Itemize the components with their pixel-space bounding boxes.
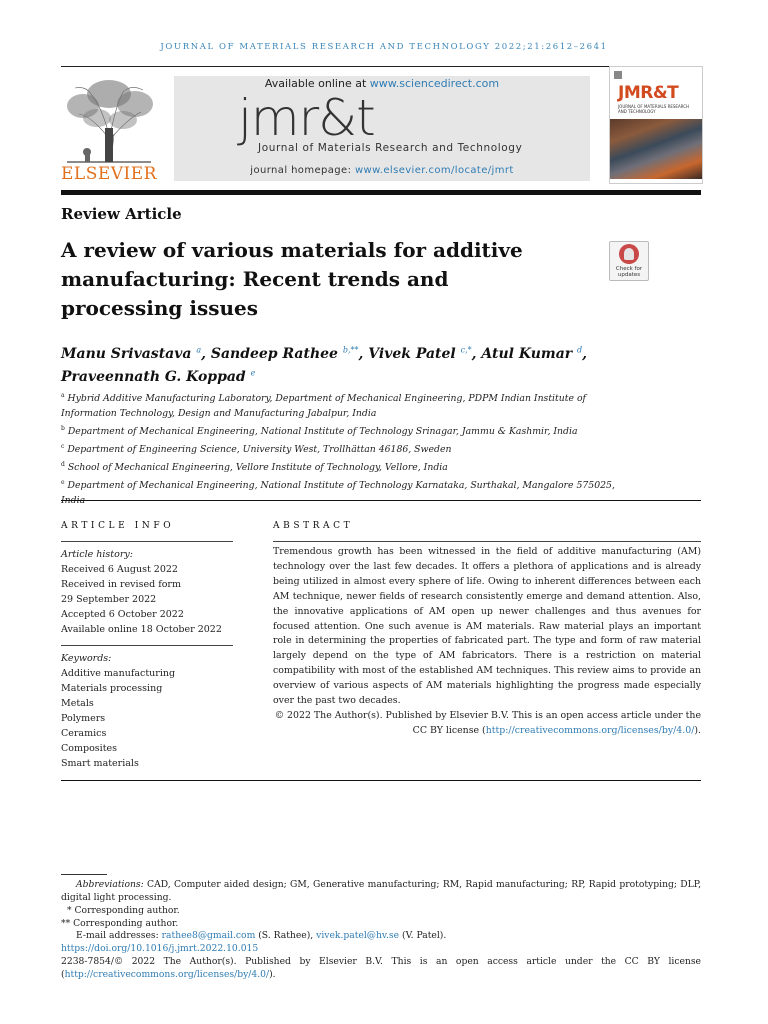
keyword[interactable]: Materials processing [61,683,163,694]
author-affiliation-link[interactable]: d [577,345,583,354]
author-affiliation-link[interactable]: b,** [342,345,359,354]
journal-name: Journal of Materials Research and Technology [258,142,523,154]
article-type: Review Article [61,205,182,223]
journal-homepage [174,165,590,176]
affiliation: $^d$ School of Mechanical Engineering, Vellore Institute of Technology, Vellore, India [61,461,448,474]
affiliation: $^e$ Department of Mechanical Engineering, National Institute of Technology Karnataka, Surthakal, Mangalore 575025, India [61,479,615,507]
keywords-rule [61,645,233,646]
corresponding-author-note: ** Corresponding author. [61,918,179,929]
abstract-heading: ABSTRACT [273,521,354,531]
author-affiliation-link[interactable]: e [250,368,256,378]
cover-title: JMR&T [618,83,679,103]
email-addresses: E-mail addresses: rathee8@gmail.com (S. Rathee), vivek.patel@hv.se (V. Patel). [76,930,447,941]
available-online [174,77,590,90]
author-affiliation-link[interactable]: a [196,345,202,354]
cover-image [610,119,702,179]
history-item: Accepted 6 October 2022 [61,609,184,620]
footnote-rule [61,874,107,875]
elsevier-wordmark: ELSEVIER [61,164,157,184]
journal-cover[interactable] [609,66,703,184]
keyword[interactable]: Smart materials [61,758,139,769]
doi [61,943,701,956]
author: Manu Srivastava $^a$, [61,345,211,362]
check-updates-label: Check for updates [615,266,643,278]
abstract-text: Tremendous growth has been witnessed in the field of additive manufacturing (AM) technology over the last few decades. It offers a plethora of applications and is already being utilized in almost every sphere of life. Owing to inherent differences between each AM technique, newer fields of research consistently emerge and demand attention. Also, the innovative applications of AM open up newer challenges and thus avenues for focused attention. One such avenue is AM materials. Raw material plays an important role in determining the properties of fabricated part. The type and form of raw material largely depend on the type of AM fabricators. There is a restriction on material compatibility with most of the established AM techniques. This review aims to provide an overview of various aspects of AM materials highlighting the progress made especially over the past two decades. [273,546,701,707]
author: Atul Kumar $^d$, [481,345,588,362]
article-info-rule [61,541,233,542]
history-item: Received 6 August 2022 [61,564,178,575]
affiliations [61,388,621,508]
header-thick-rule [61,190,701,195]
journal-logo: jmr&t [238,89,375,147]
section-end-rule [61,780,701,781]
history-item: Received in revised form [61,579,181,590]
doi-link[interactable]: https://doi.org/10.1016/j.jmrt.2022.10.015 [61,943,259,954]
check-for-updates-button[interactable] [609,241,649,281]
article-title: A review of various materials for additive manufacturing: Recent trends and processing issues [61,238,523,320]
license-link[interactable]: http://creativecommons.org/licenses/by/4.0/ [485,724,695,736]
available-online-label: Available online at [264,77,370,90]
abbreviations-footnote: Abbreviations: CAD, Computer aided design; GM, Generative manufacturing; RM, Rapid manufacturing; RP, Rapid prototyping; DLP, digital light processing. [61,879,701,903]
cover-subtitle: JOURNAL OF MATERIALS RESEARCH AND TECHNOLOGY [618,104,690,114]
keyword[interactable]: Polymers [61,713,106,724]
author: Vivek Patel $^{c,*}$, [368,345,482,362]
issn-license: 2238-7854/© 2022 The Author(s). Published by Elsevier B.V. This is an open access article under the CC BY license (http://creativecommons.org/licenses/by/4.0/). [61,956,701,980]
email-link[interactable]: rathee8@gmail.com [161,930,256,941]
author: Sandeep Rathee $^{b,**}$, [210,345,369,362]
journal-banner [174,76,590,181]
sciencedirect-link[interactable]: www.sciencedirect.com [369,77,500,90]
keyword[interactable]: Composites [61,743,118,754]
keywords-label: Keywords: [61,653,112,664]
homepage-label: journal homepage: [250,165,355,176]
keyword[interactable]: Metals [61,698,94,709]
author: Praveennath G. Koppad $^e$ [61,368,256,386]
author-list [61,340,701,387]
cover-publisher-icon [614,71,622,79]
article-info-heading: ARTICLE INFO [61,521,175,531]
keyword[interactable]: Ceramics [61,728,107,739]
homepage-link[interactable]: www.elsevier.com/locate/jmrt [354,165,514,176]
author-affiliation-link[interactable]: c,* [460,345,472,354]
elsevier-logo[interactable] [61,76,157,184]
email-link[interactable]: vivek.patel@hv.se [316,930,400,941]
check-updates-icon [619,244,639,264]
affiliation: $^b$ Department of Mechanical Engineering, National Institute of Technology Srinagar, Jammu & Kashmir, India [61,425,578,438]
running-head: JOURNAL OF MATERIALS RESEARCH AND TECHNOLOGY 2022;21:2612–2641 [160,42,608,52]
license-link[interactable]: http://creativecommons.org/licenses/by/4.0/ [64,968,270,980]
section-rule [61,500,701,501]
affiliation: $^c$ Department of Engineering Science, University West, Trollhättan 46186, Sweden [61,443,452,456]
header-rule [61,66,701,67]
corresponding-author-note: * Corresponding author. [67,905,180,916]
keyword[interactable]: Additive manufacturing [61,668,176,679]
history-label: Article history: [61,549,133,560]
history-item: Available online 18 October 2022 [61,624,222,635]
article-history [61,547,241,637]
history-item: 29 September 2022 [61,594,157,605]
keywords [61,651,241,771]
abstract-rule [273,541,701,542]
affiliation: $^a$ Hybrid Additive Manufacturing Laboratory, Department of Mechanical Engineering, PDPM Indian Institute of Information Technology, Design and Manufacturing Jabalpur, India [61,392,586,420]
abstract-copyright: © 2022 The Author(s). Published by Elsevier B.V. This is an open access article under the CC BY license (http://creativecommons.org/licenses/by/4.0/). [274,710,701,736]
